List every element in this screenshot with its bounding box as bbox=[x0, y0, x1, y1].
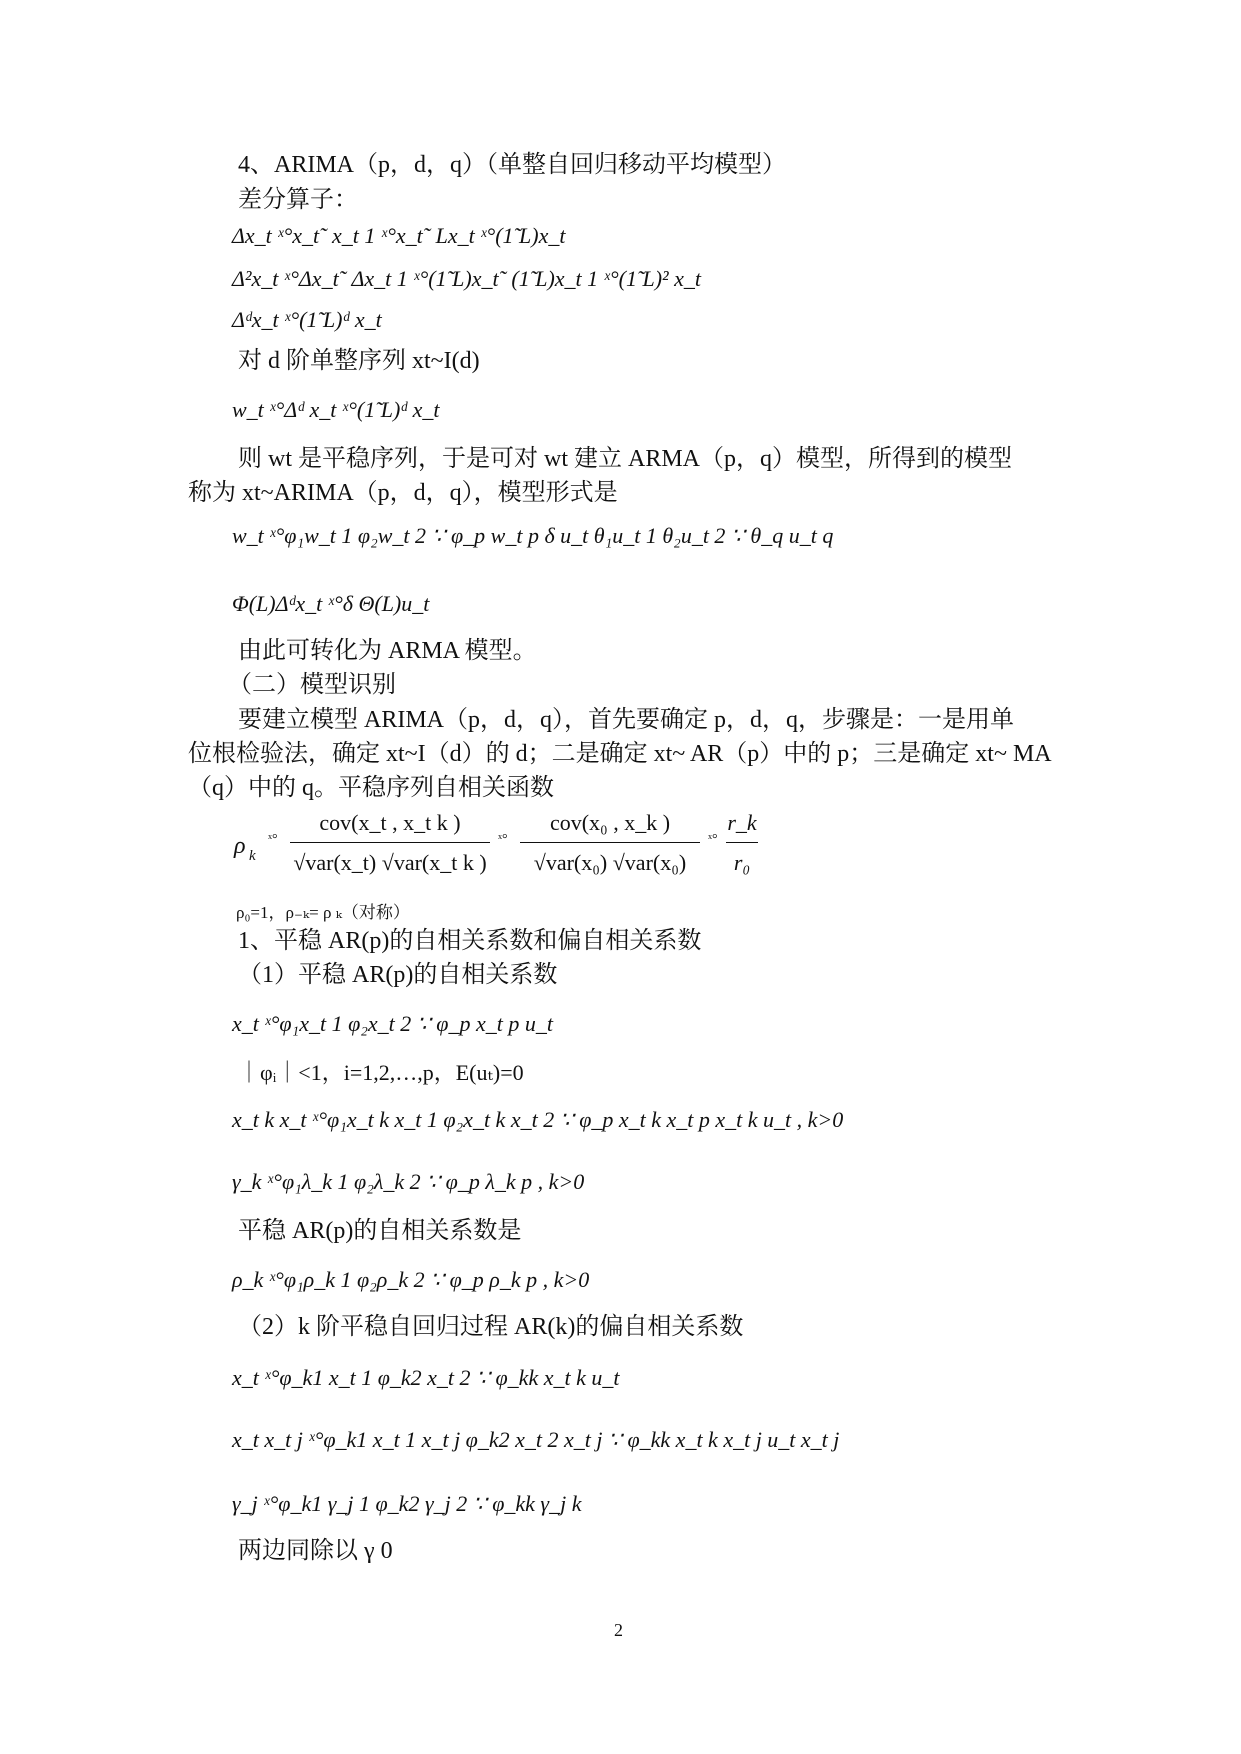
acf-lhs-sub: k bbox=[249, 848, 256, 864]
acf-den-3: r₀ bbox=[733, 850, 751, 875]
paragraph-2-line-2: 位根检验法，确定 xt~I（d）的 d；二是确定 xt~ AR（p）中的 p；三是确定 xt~ MA bbox=[188, 741, 1052, 767]
paragraph-1-line-1: 则 wt 是平稳序列，于是可对 wt 建立 ARMA（p，q）模型，所得到的模型 bbox=[238, 446, 1013, 472]
subsection-1-heading: 1、平稳 AR(p)的自相关系数和偏自相关系数 bbox=[238, 928, 702, 954]
acf-lhs: ρ bbox=[234, 833, 246, 859]
equation-1: Δx_t ˣ°x_t˜ x_t 1 ˣ°x_t˜ Lx_t ˣ°(1̃ L)x_t bbox=[232, 223, 566, 248]
acf-num-3: r_k bbox=[727, 810, 757, 835]
equation-2: Δ²x_t ˣ°Δx_t˜ Δx_t 1 ˣ°(1̃ L)x_t˜ (1̃ L)x_t 1 ˣ°(1̃ L)² x_t bbox=[232, 266, 702, 291]
diff-operator-label: 差分算子： bbox=[238, 187, 358, 213]
acf-fraction-3 bbox=[726, 808, 758, 875]
convert-text: 由此可转化为 ARMA 模型。 bbox=[238, 638, 537, 664]
acf-fraction-2 bbox=[520, 808, 700, 875]
paragraph-2-line-3: （q）中的 q。平稳序列自相关函数 bbox=[188, 775, 554, 801]
paragraph-2-line-1: 要建立模型 ARIMA（p，d，q），首先要确定 p，d，q，步骤是：一是用单 bbox=[238, 707, 1015, 733]
subsection-1-1-heading: （1）平稳 AR(p)的自相关系数 bbox=[238, 962, 558, 988]
acf-ar-text: 平稳 AR(p)的自相关系数是 bbox=[238, 1218, 522, 1244]
acf-den-1: √var(x_t) √var(x_t k ) bbox=[293, 850, 487, 875]
equation-4: w_t ˣ°Δᵈ x_t ˣ°(1̃ L)ᵈ x_t bbox=[232, 397, 440, 422]
equation-5: w_t ˣ°φ₁w_t 1 φ₂w_t 2 ∵ φ_p w_t p δ u_t θ₁u_t 1 θ₂u_t 2 ∵ θ_q u_t q bbox=[232, 523, 834, 548]
equation-8: x_t k x_t ˣ°φ₁x_t k x_t 1 φ₂x_t k x_t 2 ∵ φ_p x_t k x_t p x_t k u_t , k>0 bbox=[232, 1107, 844, 1132]
equation-12: x_t x_t j ˣ°φ_k1 x_t 1 x_t j φ_k2 x_t 2 x_t j ∵ φ_kk x_t k x_t j u_t x_t j bbox=[232, 1427, 840, 1452]
acf-bar-3 bbox=[726, 842, 758, 843]
subsection-1-2-heading: （2）k 阶平稳自回归过程 AR(k)的偏自相关系数 bbox=[238, 1314, 744, 1340]
equation-10: ρ_k ˣ°φ₁ρ_k 1 φ₂ρ_k 2 ∵ φ_p ρ_k p , k>0 bbox=[232, 1267, 590, 1292]
divide-text: 两边同除以 γ 0 bbox=[238, 1538, 393, 1564]
equation-3: Δᵈx_t ˣ°(1̃ L)ᵈ x_t bbox=[232, 307, 382, 332]
paragraph-1-line-2: 称为 xt~ARIMA（p，d，q），模型形式是 bbox=[188, 480, 618, 506]
acf-eq-sign-1: ˣ° bbox=[268, 832, 278, 847]
section-2-heading: （二）模型识别 bbox=[228, 672, 396, 698]
acf-eq-sign-3: ˣ° bbox=[708, 832, 718, 847]
equation-13: γ_j ˣ°φ_k1 γ_j 1 φ_k2 γ_j 2 ∵ φ_kk γ_j k bbox=[232, 1491, 582, 1516]
acf-equation bbox=[232, 808, 772, 888]
acf-bar-2 bbox=[520, 842, 700, 843]
equation-7: x_t ˣ°φ₁x_t 1 φ₂x_t 2 ∵ φ_p x_t p u_t bbox=[232, 1011, 553, 1036]
acf-eq-sign-2: ˣ° bbox=[498, 832, 508, 847]
acf-fraction-1 bbox=[290, 808, 490, 875]
equation-6: Φ(L)Δᵈx_t ˣ°δ Θ(L)u_t bbox=[232, 591, 430, 616]
page-number: 2 bbox=[614, 1620, 623, 1640]
section-heading: 4、ARIMA（p，d，q）（单整自回归移动平均模型） bbox=[238, 152, 787, 178]
acf-den-2: √var(x₀) √var(x₀) bbox=[533, 850, 687, 875]
acf-num-1: cov(x_t , x_t k ) bbox=[319, 810, 461, 835]
equation-11: x_t ˣ°φ_k1 x_t 1 φ_k2 x_t 2 ∵ φ_kk x_t k u_t bbox=[232, 1365, 620, 1390]
acf-num-2: cov(x₀ , x_k ) bbox=[549, 810, 671, 835]
condition-text: ｜φᵢ｜<1，i=1,2,…,p，E(uₜ)=0 bbox=[238, 1060, 524, 1085]
rho-note: ρ₀=1，ρ₋ₖ= ρ ₖ（对称） bbox=[236, 903, 410, 922]
d-order-text: 对 d 阶单整序列 xt~I(d) bbox=[238, 348, 480, 374]
acf-bar-1 bbox=[290, 842, 490, 843]
equation-9: γ_k ˣ°φ₁λ_k 1 φ₂λ_k 2 ∵ φ_p λ_k p , k>0 bbox=[232, 1169, 585, 1194]
